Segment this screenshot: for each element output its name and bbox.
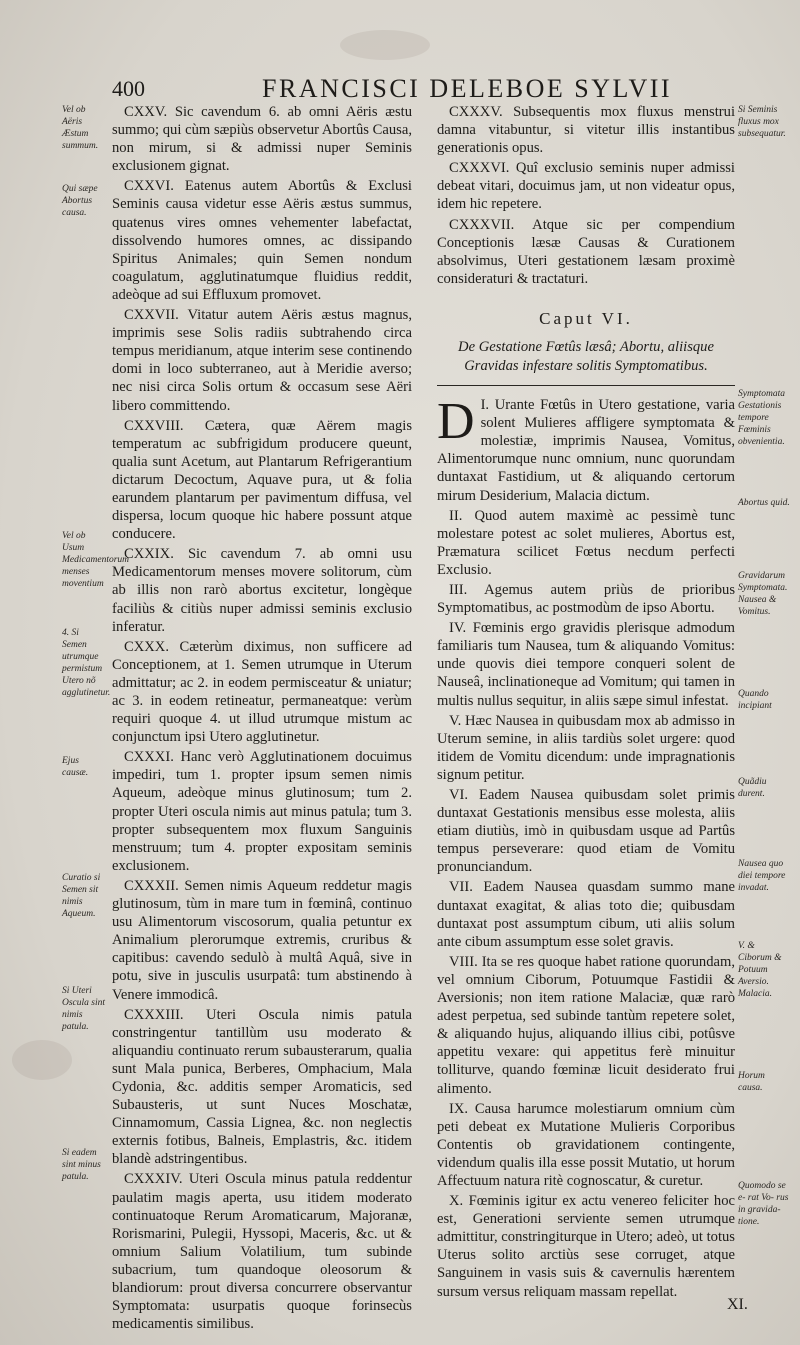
paragraph: CXXX. Cæterùm diximus, non sufficere ad Conceptionem, at 1. Semen utrumque in Uterum admittatur; ac 2. in eodem permisceatur & uniatur; ac 3. in eodem retineatur, permaneatque: verùm requiri quoque 4. ut illud utrumque mistum ac conjunctum ipsi Utero agglutinetur. [112,638,412,746]
paragraph: CXXXVI. Quî exclusio seminis nuper admissi debeat vitari, docuimus jam, ut non videatur opus, idem hic repetere. [437,160,735,213]
paragraph: III. Agemus autem priùs de prioribus Symptomatibus, ac postmodùm de ipso Abortu. [437,581,735,617]
margin-note: V. & Ciborum & Potuum Aversio. Malacia. [738,941,782,999]
paragraph: VII. Eadem Nausea quasdam summo mane duntaxat exagitat, & alias toto die; quibusdam duntaxat post assumptum cibum, uti aliis solum ante cibum assumptum esse solet gravis. [437,879,735,950]
margin-note: Abortus quid. [738,498,790,508]
page-header [112,76,772,106]
margin-note: Vel ob Usum Medicamentorum menses moventium [62,531,130,589]
margin-note: Si Uteri Oscula sint nimis patula. [62,986,106,1032]
margin-note: Si eadem sint minus patula. [62,1148,101,1182]
paragraph: CXXVIII. Cætera, quæ Aërem magis temperatum ac subfrigidum producere queunt, qualia sunt Acetum, aut Plantarum Refrigerantium dictarum Decoctum, Aquave pura, ut & folia earundem plantarum per pavimentum diffusa, vel dispersa, locum quoque hic habere possunt atque conducere. [112,417,412,543]
margin-note: Gravidarum Symptomata. Nausea & Vomitus. [738,571,788,617]
margin-note: Horum causa. [738,1071,765,1093]
margin-note: Quãdiu durent. [738,777,767,799]
margin-note: Si Seminis fluxus mox subsequatur. [738,105,786,139]
margin-note: Symptomata Gestationis tempore Fœminis obvenientia. [738,389,785,447]
left-column [112,103,412,1335]
paragraph: VIII. Ita se res quoque habet ratione quorundam, vel omnium Ciborum, Potuumque Fastidii & Aversionis; non item ratione Malaciæ, quæ rarò adest perpetua, sed subinde tantùm repetere solet, & aliquando hujus, aliquando illius cibi, potûsve appetitu vexare: qui appetitus ferè minuitur tolliturve, quando fœminæ licuit desiderato frui alimento. [437,953,735,1097]
paragraph: X. Fœminis igitur ex actu venereo feliciter hoc est, Generationi serviente semen utrumque admittitur, constringiturque in Utero; adeò, ut totus Uterus solito arctiùs sese corruget, atque Sanguinem in vasis suis & cavernulis hærentem sursum versus reliquam massam repellat. [437,1193,735,1300]
margin-note: Nausea quo diei tempore invadat. [738,859,786,893]
margin-note: Quomodo se e- rat Vo- rus in gravida- tione. [738,1181,789,1227]
right-column [437,103,735,1303]
margin-note: Curatio si Semen sit nimis Aqueum. [62,873,101,919]
paragraph: CXXVI. Eatenus autem Abortûs & Exclusi Seminis causa videtur esse Aëris æstus summus, quatenus vires omnes vehementer labefactat, dissolvendo humores omnes, ac dissipando Spiritus Animales; quin Semen nondum coagulatum, agglutinatumque fluidius reddit, adeòque ad sui Effluxum promovet. [112,178,412,303]
paragraph: CXXXI. Hanc verò Agglutinationem docuimus impediri, tum 1. propter ipsum semen nimis Aqueum, adeòque minus glutinosum; tum 2. propter Uteri oscula nimis aut minus patula; tum 3. propter subsequentem mox fluxum Sanguinis menstruum; tum 4. propter expositam seminis exclusionem. [112,749,412,874]
paragraph: CXXXVII. Atque sic per compendium Conceptionis læsæ Causas & Curationem absolvimus, Uteri gestationem læsam proximè consideraturi & tractaturi. [437,216,735,287]
margin-note: Vel ob Aëris Æstum summum. [62,105,99,151]
drop-cap: D [437,393,475,451]
margin-note: Qui sæpe Abortus causa. [62,184,98,218]
paragraph: CXXXIII. Uteri Oscula nimis patula constringentur tantillùm usu moderato & aliquandiu continuato rerum subausterarum, qualia sunt Mala punica, Berberes, Omphacium, Mala Cydonia, &c. additis semper Aromaticis, sed Subausteris, ut sunt Nuces Moschatæ, Cinnamomum, Cassia Lignea, &c. non neglectis externis fotibus, Balneis, Emplastris, &c. itidem blandè adstringentibus. [112,1006,412,1168]
paragraph: CXXIX. Sic cavendum 7. ab omni usu Medicamentorum menses movere solitorum, cùm ab illis non rarò abortus excitetur, longèque faciliùs & citiùs nuper admissi seminis exclusio inferatur. [112,546,412,635]
chapter-title: Caput VI. [539,308,633,328]
paragraph: VI. Eadem Nausea quibusdam solet primis duntaxat Gestationis mensibus esse molesta, aliis etiam diutiùs, imò in quibusdam usque ad Partûs tempus perseverare: quod etiam de Vomitu pronunciandum. [437,787,735,876]
divider [437,385,735,386]
paper-stain [12,1040,72,1080]
page-number: 400 [112,76,145,101]
section-number: I. [480,397,490,414]
margin-note: Quando incipiant [738,689,772,711]
paragraph: IV. Fœminis ergo gravidis plerisque admodum familiaris tum Nausea, tum & aliquando Vomitus: unde quovis diei tempore conqueri solent de Nauseâ, inclinationeque ad Vomitum; qui tamen in multis nullus sequitur, in aliis sæpe simul infestat. [437,620,735,709]
running-title: FRANCISCI DELEBOE SYLVII [262,74,673,103]
paragraph-text: Urante Fœtûs in Utero gestatione, varia solent Mulieres affligere symptomata & molestiæ, imprimis Nausea, Vomitus, Alimentorumque nunc omnium, nunc quorundam duntaxat Fastidium, ut & aliquando certorum mirum Desiderium, Malacia dictum. [437,397,735,504]
paragraph: V. Hæc Nausea in quibusdam mox ab admisso in Uterum semine, in aliis tardiùs solet urgere: quod itidem de Vomitu dicendum: unde impragnationis signum petitur. [437,712,735,783]
chapter-subtitle: De Gestatione Fœtûs læsâ; Abortu, aliisque Gravidas infestare solitis Symptomatibus. [458,339,714,374]
paragraph: CXXXIV. Uteri Oscula minus patula reddentur paulatim magis aperta, usu itidem moderato continuatoque Rerum Aromaticarum, Majoranæ, Rorismarini, Pulegii, Hyssopi, Maceris, &c. ut & omnium Salium Volatilium, tum subinde subacrium, tum quandoque oleosorum & blandiorum: prout diversa concurrere observantur Symptomata: usurpatis quoque forinsecùs medicamentis similibus. [112,1171,412,1333]
paragraph: II. Quod autem maximè ac pessimè tunc molestare potest ac solet mulieres, Abortus est, Præmatura scilicet Fœtus necdum perfecti Exclusio. [437,507,735,578]
paragraph: CXXVII. Vitatur autem Aëris æstus magnus, imprimis sese Solis radiis subtrahendo circa tempus meridianum, atque interim sese continendo domi in loco subterraneo, aut à Meridie averso; nec nisi circa Solis ortum & occasum sese Aëri libero committendo. [112,307,412,414]
paper-stain [340,30,430,60]
paragraph: IX. Causa harumce molestiarum omnium cùm peti debeat ex Mutatione Mulieris Corporibus Contentis ob gravidationem contingente, videndum qualis illa esse possit Mutatio, ut horum Affectuum natura ritè cognoscatur, & curetur. [437,1100,735,1189]
paragraph: CXXXV. Subsequentis mox fluxus menstrui damna vitabuntur, si vitetur illis instantibus generationis opus. [437,104,735,157]
paragraph: CXXXII. Semen nimis Aqueum reddetur magis glutinosum, tùm in mare tum in fœminâ, continuo usu Alimentorum viscosorum, qualia petuntur ex Animalium plerorumque extremis, cruribus & capitibus: cavendo sedulò à multâ Aquâ, sive in potu, sive in jusculis usurpatâ: tum abstinendo à Venere immodicâ. [112,877,412,1003]
margin-note: 4. Si Semen utrumque permistum Utero nõ agglutinetur. [62,628,111,698]
paragraph: CXXV. Sic cavendum 6. ab omni Aëris æstu summo; qui cùm sæpiùs observetur Abortûs Causa, non mirum, si & admissi nuper Seminis exclusionem gignat. [112,104,412,175]
paragraph [437,393,735,505]
catchword: XI. [727,1296,748,1313]
margin-note: Ejus causæ. [62,756,89,778]
